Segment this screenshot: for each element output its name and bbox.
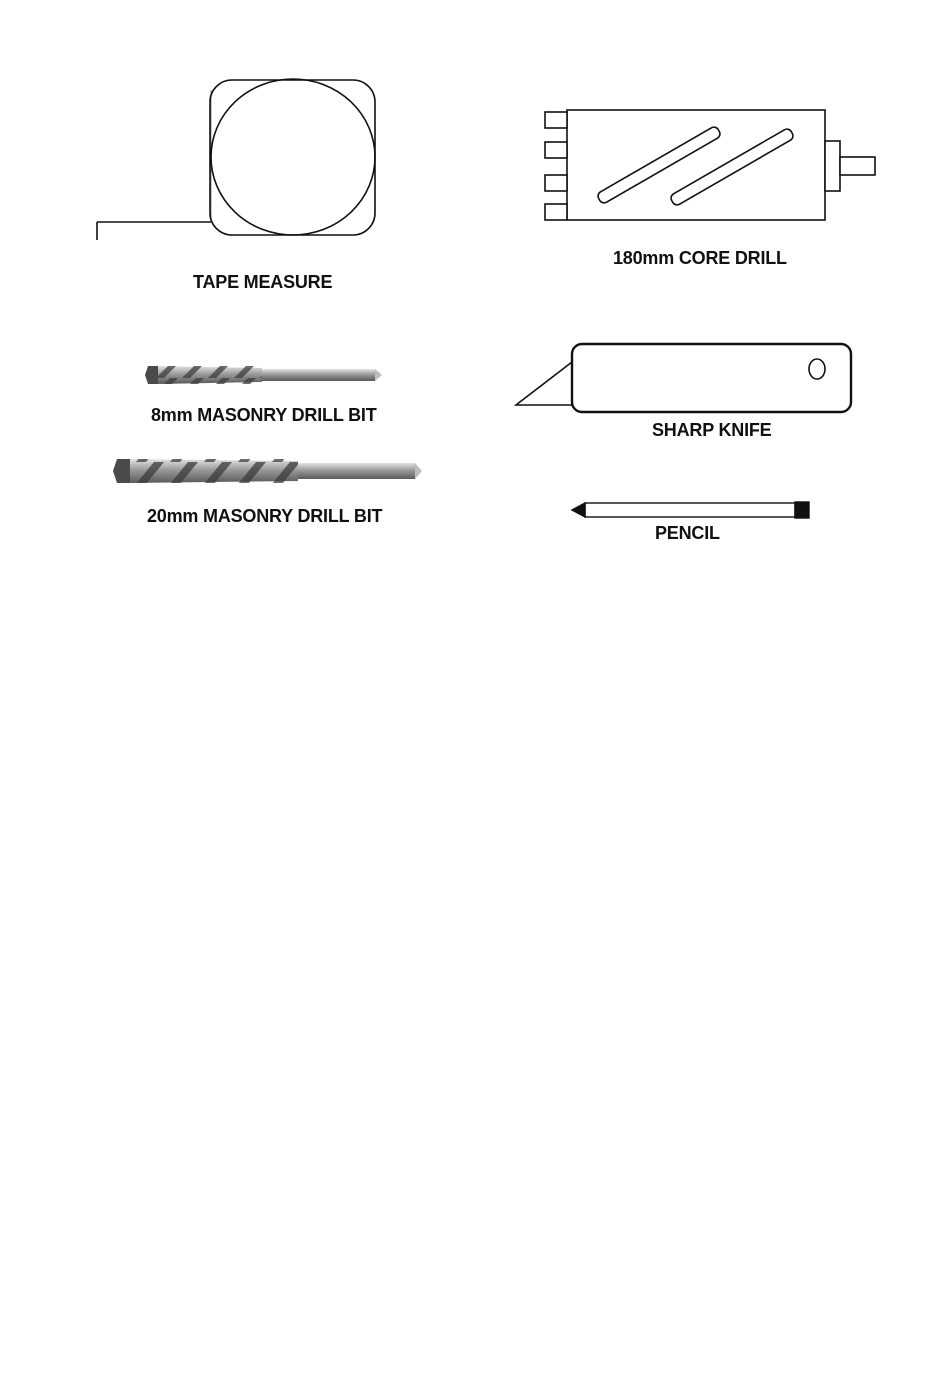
pencil-label: PENCIL — [655, 523, 720, 543]
tape-measure-icon — [97, 79, 375, 240]
sharp-knife-icon — [516, 344, 851, 412]
tools-diagram — [0, 0, 950, 600]
drill-bit-8mm-icon — [145, 366, 382, 384]
pencil-icon — [572, 502, 809, 518]
drill-bit-8mm-label: 8mm MASONRY DRILL BIT — [151, 405, 377, 425]
core-drill-icon — [545, 110, 875, 220]
knife-hole-icon — [809, 359, 825, 379]
tape-measure-label: TAPE MEASURE — [193, 272, 333, 292]
core-drill-label: 180mm CORE DRILL — [613, 248, 787, 268]
drill-bit-20mm-label: 20mm MASONRY DRILL BIT — [147, 506, 383, 526]
sharp-knife-label: SHARP KNIFE — [652, 420, 772, 440]
drill-bit-20mm-icon — [113, 459, 422, 483]
